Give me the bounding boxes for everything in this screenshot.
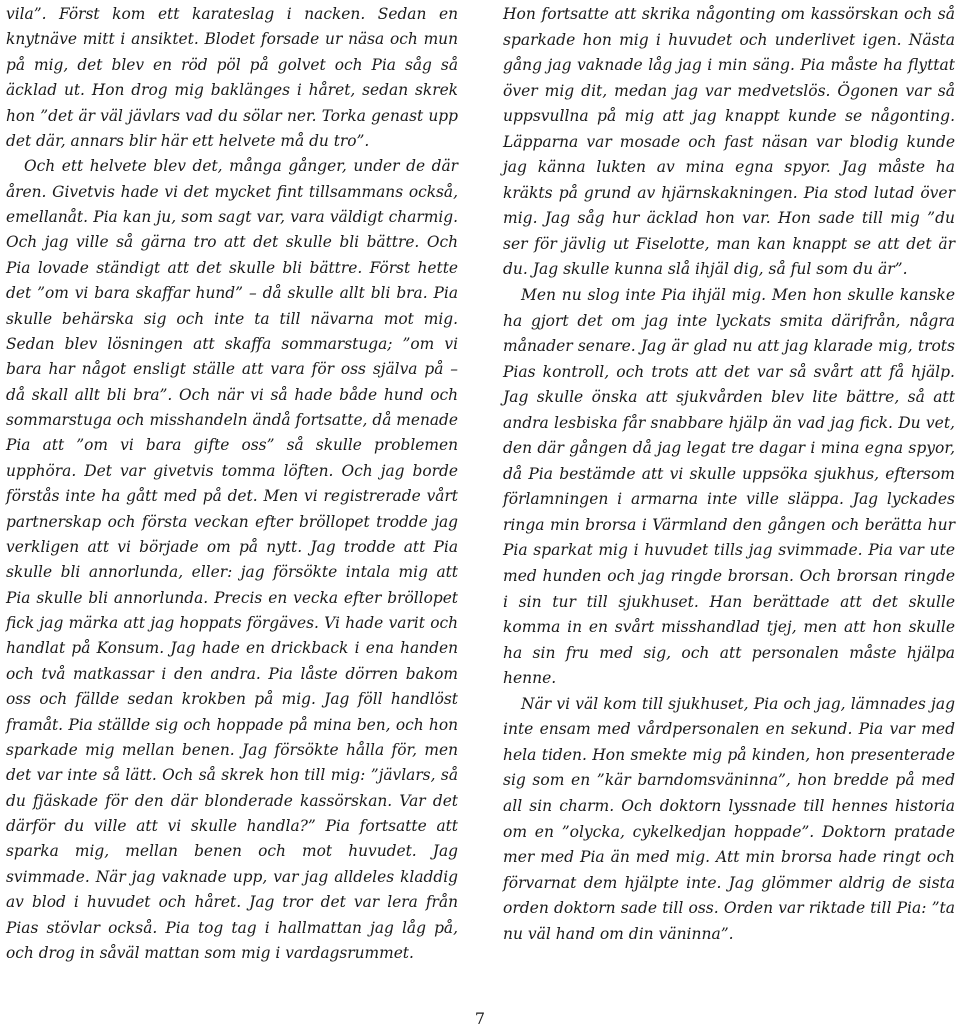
paragraph-left-1: vila”. Först kom ett karateslag i nacken. Sedan en knytnäve mitt i ansiktet. Blodet forsade ur näsa och mun på mig, det blev en röd pöl på golvet och Pia såg så äcklad ut. Hon drog mig baklänges i håret, sedan skrek hon ”det är väl jävlars vad du sölar ner. Torka genast upp det där, annars blir här ett helvete må du tro”.: [6, 5, 458, 150]
right-text-column: [503, 2, 955, 947]
paragraph-left-2: Och ett helvete blev det, många gånger, under de där åren. Givetvis hade vi det mycket fint tillsammans också, emellanåt. Pia kan ju, som sagt var, vara väldigt charmig. Och jag ville så gärna tro att det skulle bli bättre. Och Pia lovade ständigt att det skulle bli bättre. Först hette det ”om vi bara skaffar hund” – då skulle allt bli bra. Pia skulle behärska sig och inte ta till nävarna mot mig. Sedan blev lösningen att skaffa sommarstuga; ”om vi bara har något ensligt ställe att vara för oss själva på – då skall allt bli bra”. Och när vi så hade både hund och sommarstuga och misshandeln ändå fortsatte, då menade Pia att ”om vi bara gifte oss” så skulle problemen upphöra. Det var givetvis tomma löften. Och jag borde förstås inte ha gått med på det. Men vi registrerade vårt partnerskap och första veckan efter bröllopet trodde jag verkligen att vi började om på nytt. Jag trodde att Pia skulle bli annorlunda, eller: jag försökte intala mig att Pia skulle bli annorlunda. Precis en vecka efter bröllopet fick jag märka att jag hoppats förgäves. Vi hade varit och handlat på Konsum. Jag hade en drickback i ena handen och två matkassar i den andra. Pia låste dörren bakom oss och fällde sedan krokben på mig. Jag föll handlöst framåt. Pia ställde sig och hoppade på mina ben, och hon sparkade mig mellan benen. Jag försökte hålla för, men det var inte så lätt. Och så skrek hon till mig: ”jävlars, så du fjäskade för den där blonderade kassörskan. Var det därför du ville att vi skulle handla?” Pia fortsatte att sparka mig, mellan benen och mot huvudet. Jag svimmade. När jag vaknade upp, var jag alldeles kladdig av blod i huvudet och håret. Jag tror det var lera från Pias stövlar också. Pia tog tag i hallmattan jag låg på, och drog in såväl mattan som mig i vardagsrummet.: [6, 157, 459, 962]
paragraph-right-2: Men nu slog inte Pia ihjäl mig. Men hon skulle kanske ha gjort det om jag inte lyckats smita därifrån, några månader senare. Jag är glad nu att jag klarade mig, trots Pias kontroll, och trots att det var så svårt att få hjälp. Jag skulle önska att sjukvården blev lite bättre, så att andra lesbiska får snabbare hjälp än vad jag fick. Du vet, den där gången då jag legat tre dagar i mina egna spyor, då Pia bestämde att vi skulle uppsöka sjukhus, eftersom förlamningen i armarna inte ville släppa. Jag lyckades ringa min brorsa i Värmland den gången och berätta hur Pia sparkat mig i huvudet tills jag svimmade. Pia var ute med hunden och jag ringde brorsan. Och brorsan ringde i sin tur till sjukhuset. Han berättade att det skulle komma in en svårt misshandlad tjej, men att hon skulle ha sin fru med sig, och att personalen måste hjälpa henne.: [503, 286, 955, 688]
left-text-column: [6, 2, 458, 966]
page-number: 7: [474, 1009, 486, 1028]
paragraph-right-3: När vi väl kom till sjukhuset, Pia och jag, lämnades jag inte ensam med vårdpersonalen en sekund. Pia var med hela tiden. Hon smekte mig på kinden, hon presenterade sig som en ”kär barndomsväninna”, hon bredde på med all sin charm. Och doktorn lyssnade till hennes historia om en ”olycka, cykelkedjan hoppade”. Doktorn pratade mer med Pia än med mig. Att min brorsa hade ringt och förvarnat dem hjälpte inte. Jag glömmer aldrig de sista orden doktorn sade till oss. Orden var riktade till Pia: ”ta nu väl hand om din väninna”.: [503, 694, 955, 943]
paragraph-right-1: Hon fortsatte att skrika någonting om kassörskan och så sparkade hon mig i huvudet och underlivet igen. Nästa gång jag vaknade låg jag i min säng. Pia måste ha flyttat över mig dit, medan jag var medvetslös. Ögonen var så uppsvullna på mig att jag knappt kunde se någonting. Läpparna var mosade och fast näsan var blodig kunde jag känna lukten av mina egna spyor. Jag måste ha kräkts på grund av hjärnskakningen. Pia stod lutad över mig. Jag såg hur äcklad hon var. Hon sade till mig ”du ser för jävlig ut Fiselotte, man kan knappt se att det är du. Jag skulle kunna slå ihjäl dig, så ful som du är”.: [503, 5, 955, 279]
